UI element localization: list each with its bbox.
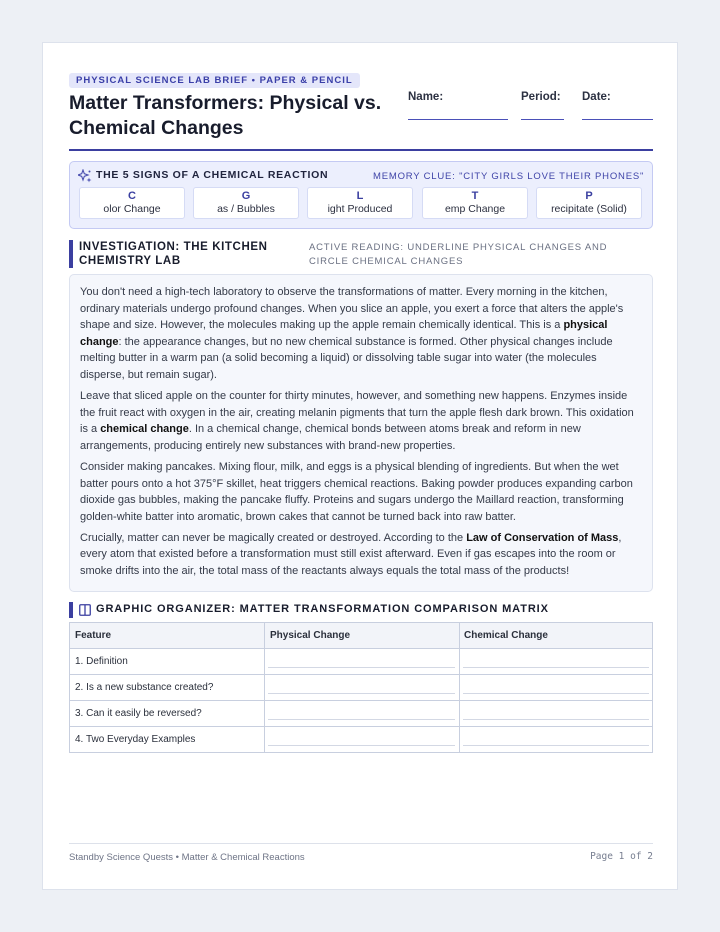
- sign-temp-change: [422, 187, 528, 219]
- write-line[interactable]: [268, 745, 455, 746]
- sign-text: emp Change: [444, 203, 506, 215]
- sign-text: ight Produced: [327, 203, 393, 215]
- column-header: Feature: [70, 623, 264, 648]
- sign-color-change: [79, 187, 185, 219]
- sign-letter: L: [356, 190, 364, 202]
- name-label: Name:: [408, 91, 444, 103]
- sign-precipitate: [536, 187, 642, 219]
- column-header: Physical Change: [264, 623, 459, 648]
- reading-passage: [69, 274, 653, 592]
- row-label: 3. Can it easily be reversed?: [75, 708, 202, 719]
- memory-clue: MEMORY CLUE: "CITY GIRLS LOVE THEIR PHONES": [373, 171, 645, 182]
- signs-heading: THE 5 SIGNS OF A CHEMICAL REACTION: [96, 169, 329, 181]
- active-reading-instruction: ACTIVE READING: UNDERLINE PHYSICAL CHANGES AND CIRCLE CHEMICAL CHANGES: [309, 242, 608, 267]
- sign-letter: C: [128, 190, 136, 202]
- write-line[interactable]: [463, 719, 649, 720]
- term-physical-change: physical change: [80, 319, 608, 348]
- section-accent-bar: [69, 240, 73, 268]
- comparison-matrix: [69, 622, 653, 753]
- row-label: 2. Is a new substance created?: [75, 682, 214, 693]
- paragraph-3: Consider making pancakes. Mixing flour, milk, and eggs is a physical blending of ingredients. But when the wet batter pours onto a hot 375°F skillet, heat triggers chemical reactions. Baking powder produces expanding carbon dioxide gas bubbles, making the pancake fluffy. Proteins and sugars undergo the Maillard reaction, transforming golden-white batter into aromatic, brown cakes that cannot be turned back into raw batter.: [80, 460, 633, 523]
- section-accent-bar: [69, 602, 73, 618]
- sign-letter: G: [241, 190, 251, 202]
- columns-icon: [79, 604, 91, 616]
- sign-light-produced: [307, 187, 413, 219]
- paragraph-1: You don't need a high-tech laboratory to observe the transformations of matter. Every morning in the kitchen, ordinary materials undergo profound changes. When you slice an apple, you exert a force that alters the apple's shape and size. However, the molecules making up the apple remain chemically identical. This is a physical change: the appearance changes, but no new chemical substance is formed. Other physical changes include melting butter in a warm pan (a solid becoming a liquid) or dissolving table sugar into water (the molecules disperse, but remain sugar).: [80, 286, 624, 381]
- lab-brief-tag: PHYSICAL SCIENCE LAB BRIEF • PAPER & PENCIL: [69, 73, 360, 88]
- page-number: Page 1 of 2: [590, 851, 653, 862]
- sign-gas-bubbles: [193, 187, 299, 219]
- title-divider: [69, 149, 653, 151]
- write-line[interactable]: [463, 667, 649, 668]
- name-blank[interactable]: [408, 119, 508, 120]
- sign-text: olor Change: [103, 203, 161, 215]
- row-label: 1. Definition: [75, 656, 128, 667]
- footer-divider: [69, 843, 653, 844]
- footer-series: Standby Science Quests • Matter & Chemical Reactions: [69, 852, 305, 863]
- sign-text: as / Bubbles: [217, 203, 275, 215]
- term-chemical-change: chemical change: [100, 423, 189, 436]
- investigation-heading: INVESTIGATION: THE KITCHEN CHEMISTRY LAB: [79, 241, 268, 267]
- paragraph-4: Crucially, matter can never be magically created or destroyed. According to the Law of Conservation of Mass, every atom that existed before a transformation must still exist afterward. Even if gas escapes into the room or smoke drifts into the air, the total mass of the reactants always equals the total mass of the products!: [80, 531, 622, 577]
- write-line[interactable]: [268, 719, 455, 720]
- write-line[interactable]: [463, 745, 649, 746]
- sparkle-icon: [78, 169, 92, 183]
- write-line[interactable]: [268, 667, 455, 668]
- sign-letter: T: [471, 190, 479, 202]
- write-line[interactable]: [463, 693, 649, 694]
- worksheet-page: [42, 42, 678, 890]
- date-label: Date:: [582, 91, 611, 103]
- paragraph-2: Leave that sliced apple on the counter for thirty minutes, however, and something new happens. Enzymes inside the fruit react with oxygen in the air, creating melanin pigments that turn the apple flesh dark brown. This oxidation is a chemical change. In a chemical change, chemical bonds between atoms break and reform in new arrangements, producing entirely new substances with brand-new properties.: [80, 390, 634, 452]
- row-label: 4. Two Everyday Examples: [75, 734, 196, 745]
- worksheet-title: Matter Transformers: Physical vs. Chemical Changes: [69, 92, 382, 139]
- period-label: Period:: [521, 91, 561, 103]
- write-line[interactable]: [268, 693, 455, 694]
- date-blank[interactable]: [582, 119, 653, 120]
- sign-text: recipitate (Solid): [551, 203, 627, 215]
- period-blank[interactable]: [521, 119, 564, 120]
- organizer-heading: GRAPHIC ORGANIZER: MATTER TRANSFORMATION COMPARISON MATRIX: [96, 603, 549, 615]
- sign-letter: P: [585, 190, 593, 202]
- column-header: Chemical Change: [459, 623, 652, 648]
- term-conservation-of-mass: Law of Conservation of Mass: [466, 531, 619, 544]
